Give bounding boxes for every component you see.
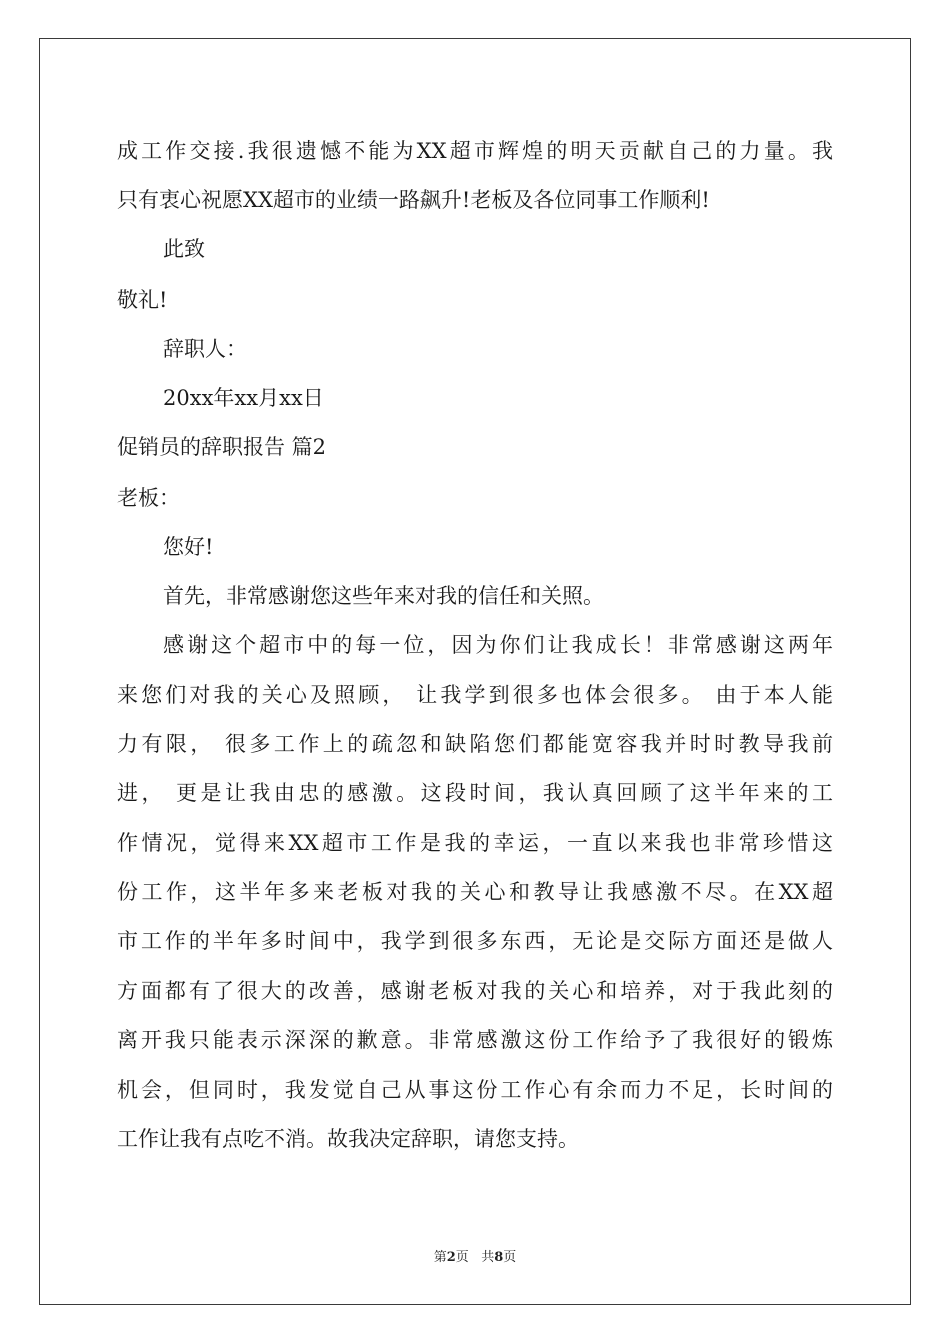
- closing-salutation: 此致: [163, 237, 205, 261]
- footer-page-prefix: 第: [433, 1250, 447, 1265]
- body-line-18: 方面都有了很大的改善，感谢老板对我的关心和培养，对于我此刻的: [117, 979, 833, 1003]
- body-line-20: 机会，但同时，我发觉自己从事这份工作心有余而力不足，长时间的: [117, 1078, 833, 1102]
- body-line-10: 首先，非常感谢您这些年来对我的信任和关照。: [163, 584, 604, 608]
- body-line-12: 来您们对我的关心及照顾， 让我学到很多也体会很多。 由于本人能: [117, 683, 833, 707]
- footer-total-prefix: 共: [481, 1250, 495, 1265]
- recipient: 老板：: [117, 486, 180, 510]
- closing-regards: 敬礼!: [117, 288, 168, 312]
- greeting: 您好!: [163, 535, 214, 559]
- body-line-19: 离开我只能表示深深的歉意。非常感激这份工作给予了我很好的锻炼: [117, 1028, 833, 1052]
- body-line-13: 力有限， 很多工作上的疏忽和缺陷您们都能宽容我并时时教导我前: [117, 732, 833, 756]
- footer-page-suffix: 页: [455, 1250, 469, 1265]
- page-border: [39, 38, 911, 1305]
- body-line-21: 工作让我有点吃不消。故我决定辞职，请您支持。: [117, 1127, 579, 1151]
- footer-page-total: 8: [494, 1250, 504, 1265]
- body-line-16: 份工作，这半年多来老板对我的关心和教导让我感激不尽。在XX超: [117, 880, 833, 904]
- footer-total-suffix: 页: [503, 1250, 517, 1265]
- body-line-2: 只有衷心祝愿XX超市的业绩一路飙升!老板及各位同事工作顺利!: [117, 188, 710, 212]
- body-line-1: 成工作交接.我很遗憾不能为XX超市辉煌的明天贡献自己的力量。我: [117, 139, 833, 163]
- body-line-11: 感谢这个超市中的每一位，因为你们让我成长！非常感谢这两年: [163, 633, 833, 657]
- signature-label: 辞职人：: [163, 337, 247, 361]
- signature-date: 20xx年xx月xx日: [163, 386, 324, 410]
- body-line-17: 市工作的半年多时间中，我学到很多东西，无论是交际方面还是做人: [117, 929, 833, 953]
- body-line-15: 作情况，觉得来XX超市工作是我的幸运，一直以来我也非常珍惜这: [117, 831, 833, 855]
- body-line-14: 进， 更是让我由忠的感激。这段时间，我认真回顾了这半年来的工: [117, 781, 833, 805]
- footer-page-current: 2: [446, 1250, 456, 1265]
- section-heading: 促销员的辞职报告 篇2: [117, 435, 327, 459]
- page-footer: [0, 1246, 950, 1265]
